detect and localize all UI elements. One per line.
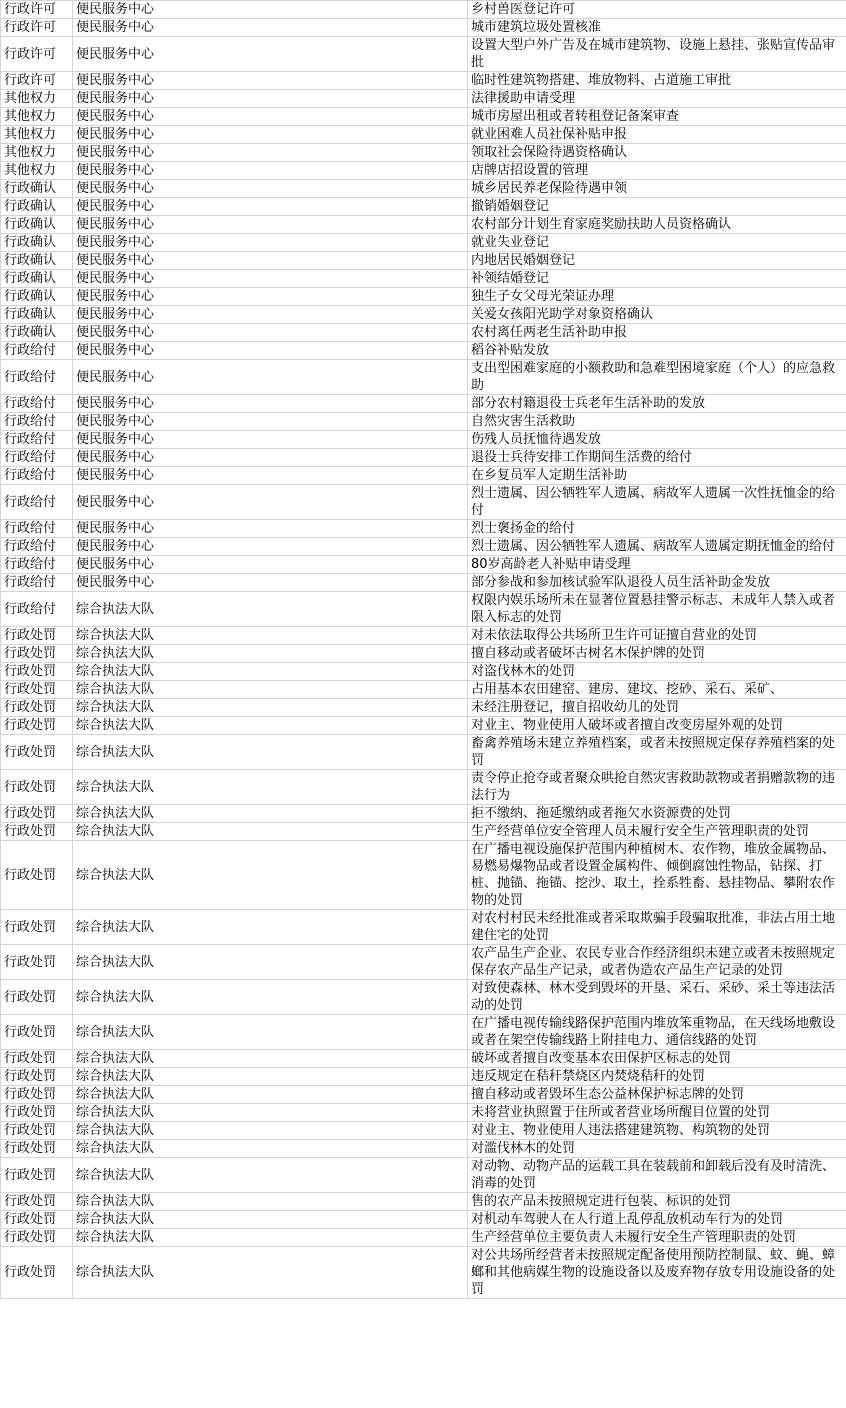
cell-type[interactable]: 行政处罚: [1, 1122, 73, 1140]
cell-item[interactable]: 临时性建筑物搭建、堆放物料、占道施工审批: [468, 72, 846, 90]
cell-type[interactable]: 行政处罚: [1, 663, 73, 681]
cell-item[interactable]: 拒不缴纳、拖延缴纳或者拖欠水资源费的处罚: [468, 805, 846, 823]
cell-department[interactable]: 便民服务中心: [73, 270, 468, 288]
cell-type[interactable]: 行政给付: [1, 342, 73, 360]
cell-item[interactable]: 就业失业登记: [468, 234, 846, 252]
cell-department[interactable]: 便民服务中心: [73, 126, 468, 144]
cell-item[interactable]: 擅自移动或者毁坏生态公益林保护标志牌的处罚: [468, 1086, 846, 1104]
cell-type[interactable]: 行政处罚: [1, 770, 73, 805]
cell-type[interactable]: 行政处罚: [1, 910, 73, 945]
cell-department[interactable]: 便民服务中心: [73, 162, 468, 180]
table-row: [1, 1068, 846, 1086]
cell-item[interactable]: 城市房屋出租或者转租登记备案审查: [468, 108, 846, 126]
cell-department[interactable]: 便民服务中心: [73, 234, 468, 252]
cell-item[interactable]: 对致使森林、林木受到毁坏的开垦、采石、采砂、采土等违法活动的处罚: [468, 980, 846, 1015]
table-row: [1, 592, 846, 627]
cell-item[interactable]: 畜禽养殖场未建立养殖档案，或者未按照规定保存养殖档案的处罚: [468, 735, 846, 770]
cell-type[interactable]: 行政给付: [1, 520, 73, 538]
cell-type[interactable]: 行政确认: [1, 234, 73, 252]
cell-type[interactable]: 行政确认: [1, 324, 73, 342]
cell-department[interactable]: 综合执法大队: [73, 823, 468, 841]
table-row: [1, 485, 846, 520]
table-row: [1, 467, 846, 485]
cell-department[interactable]: 便民服务中心: [73, 252, 468, 270]
cell-item[interactable]: 稻谷补贴发放: [468, 342, 846, 360]
cell-type[interactable]: 行政给付: [1, 556, 73, 574]
cell-department[interactable]: 便民服务中心: [73, 72, 468, 90]
cell-item[interactable]: 生产经营单位主要负责人未履行安全生产管理职责的处罚: [468, 1229, 846, 1247]
cell-type[interactable]: 其他权力: [1, 108, 73, 126]
cell-department[interactable]: 便民服务中心: [73, 306, 468, 324]
cell-item[interactable]: 违反规定在秸秆禁烧区内焚烧秸秆的处罚: [468, 1068, 846, 1086]
cell-type[interactable]: 行政处罚: [1, 1247, 73, 1299]
table-row: [1, 234, 846, 252]
table-body: [1, 1, 846, 1299]
cell-department[interactable]: 便民服务中心: [73, 19, 468, 37]
cell-item[interactable]: 烈士遗属、因公牺牲军人遗属、病故军人遗属定期抚恤金的给付: [468, 538, 846, 556]
cell-item[interactable]: 退役士兵待安排工作期间生活费的给付: [468, 449, 846, 467]
cell-item[interactable]: 自然灾害生活救助: [468, 413, 846, 431]
cell-type[interactable]: 行政给付: [1, 449, 73, 467]
table-row: [1, 342, 846, 360]
table-row: [1, 770, 846, 805]
cell-department[interactable]: 便民服务中心: [73, 431, 468, 449]
table-row: [1, 1140, 846, 1158]
cell-item[interactable]: 伤残人员抚恤待遇发放: [468, 431, 846, 449]
cell-item[interactable]: 未将营业执照置于住所或者营业场所醒目位置的处罚: [468, 1104, 846, 1122]
cell-type[interactable]: 行政给付: [1, 431, 73, 449]
cell-type[interactable]: 行政处罚: [1, 735, 73, 770]
cell-item[interactable]: 支出型困难家庭的小额救助和急难型困境家庭（个人）的应急救助: [468, 360, 846, 395]
table-row: [1, 1, 846, 19]
table-row: [1, 1086, 846, 1104]
table-row: [1, 520, 846, 538]
cell-type[interactable]: 行政确认: [1, 270, 73, 288]
cell-type[interactable]: 行政给付: [1, 485, 73, 520]
cell-department[interactable]: 便民服务中心: [73, 216, 468, 234]
cell-item[interactable]: 烈士遗属、因公牺牲军人遗属、病故军人遗属一次性抚恤金的给付: [468, 485, 846, 520]
table-row: [1, 431, 846, 449]
cell-department[interactable]: 综合执法大队: [73, 1140, 468, 1158]
cell-type[interactable]: 行政确认: [1, 180, 73, 198]
table-row: [1, 252, 846, 270]
cell-department[interactable]: 综合执法大队: [73, 1193, 468, 1211]
cell-type[interactable]: 行政处罚: [1, 699, 73, 717]
table-row: [1, 717, 846, 735]
cell-type[interactable]: 行政确认: [1, 252, 73, 270]
cell-item[interactable]: 内地居民婚姻登记: [468, 252, 846, 270]
cell-item[interactable]: 对未依法取得公共场所卫生许可证擅自营业的处罚: [468, 627, 846, 645]
cell-department[interactable]: 便民服务中心: [73, 324, 468, 342]
cell-department[interactable]: 便民服务中心: [73, 520, 468, 538]
cell-item[interactable]: 对业主、物业使用人破坏或者擅自改变房屋外观的处罚: [468, 717, 846, 735]
cell-item[interactable]: 对农村村民未经批准或者采取欺骗手段骗取批准，非法占用土地建住宅的处罚: [468, 910, 846, 945]
table-row: [1, 663, 846, 681]
cell-item[interactable]: 对业主、物业使用人违法搭建建筑物、构筑物的处罚: [468, 1122, 846, 1140]
cell-type[interactable]: 其他权力: [1, 162, 73, 180]
cell-department[interactable]: 便民服务中心: [73, 1, 468, 19]
table-row: [1, 1229, 846, 1247]
cell-item[interactable]: 对盗伐林木的处罚: [468, 663, 846, 681]
cell-item[interactable]: 农产品生产企业、农民专业合作经济组织未建立或者未按照规定保存农产品生产记录，或者伪造农产品生产记录的处罚: [468, 945, 846, 980]
table-row: [1, 1158, 846, 1193]
table-row: [1, 645, 846, 663]
table-row: [1, 805, 846, 823]
cell-department[interactable]: 综合执法大队: [73, 735, 468, 770]
cell-type[interactable]: 行政处罚: [1, 1050, 73, 1068]
table-row: [1, 413, 846, 431]
cell-type[interactable]: 行政给付: [1, 395, 73, 413]
cell-item[interactable]: 乡村兽医登记许可: [468, 1, 846, 19]
cell-item[interactable]: 在广播电视设施保护范围内种植树木、农作物，堆放金属物品、易燃易爆物品或者设置金属构件、倾倒腐蚀性物品，钻探、打桩、抛锚、拖锚、挖沙、取土，拴系牲畜、悬挂物品、攀附农作物的处罚: [468, 841, 846, 910]
cell-type[interactable]: 行政处罚: [1, 1140, 73, 1158]
table-row: [1, 395, 846, 413]
cell-item[interactable]: 独生子女父母光荣证办理: [468, 288, 846, 306]
cell-item[interactable]: 未经注册登记，擅自招收幼儿的处罚: [468, 699, 846, 717]
table-row: [1, 627, 846, 645]
cell-department[interactable]: 综合执法大队: [73, 717, 468, 735]
cell-type[interactable]: 行政给付: [1, 360, 73, 395]
cell-type[interactable]: 行政处罚: [1, 1158, 73, 1193]
cell-department[interactable]: 便民服务中心: [73, 449, 468, 467]
cell-department[interactable]: 综合执法大队: [73, 1229, 468, 1247]
cell-item[interactable]: 部分参战和参加核试验军队退役人员生活补助金发放: [468, 574, 846, 592]
cell-department[interactable]: 综合执法大队: [73, 1158, 468, 1193]
cell-item[interactable]: 城乡居民养老保险待遇申领: [468, 180, 846, 198]
cell-item[interactable]: 城市建筑垃圾处置核准: [468, 19, 846, 37]
cell-type[interactable]: 行政给付: [1, 538, 73, 556]
table-row: [1, 1015, 846, 1050]
cell-department[interactable]: 综合执法大队: [73, 1104, 468, 1122]
table-row: [1, 574, 846, 592]
table-row: [1, 735, 846, 770]
cell-type[interactable]: 行政处罚: [1, 1104, 73, 1122]
cell-department[interactable]: 便民服务中心: [73, 144, 468, 162]
cell-item[interactable]: 关爱女孩阳光助学对象资格确认: [468, 306, 846, 324]
cell-department[interactable]: 便民服务中心: [73, 288, 468, 306]
cell-item[interactable]: 生产经营单位安全管理人员未履行安全生产管理职责的处罚: [468, 823, 846, 841]
cell-item[interactable]: 领取社会保险待遇资格确认: [468, 144, 846, 162]
table-row: [1, 1247, 846, 1299]
table-row: [1, 1104, 846, 1122]
cell-type[interactable]: 行政处罚: [1, 980, 73, 1015]
table-row: [1, 699, 846, 717]
cell-department[interactable]: 综合执法大队: [73, 910, 468, 945]
cell-item[interactable]: 权限内娱乐场所未在显著位置悬挂警示标志、未成年人禁入或者限入标志的处罚: [468, 592, 846, 627]
cell-item[interactable]: 80岁高龄老人补贴申请受理: [468, 556, 846, 574]
cell-department[interactable]: 便民服务中心: [73, 467, 468, 485]
cell-item[interactable]: 店牌店招设置的管理: [468, 162, 846, 180]
cell-type[interactable]: 行政确认: [1, 198, 73, 216]
cell-type[interactable]: 行政许可: [1, 1, 73, 19]
table-row: [1, 19, 846, 37]
cell-type[interactable]: 行政处罚: [1, 841, 73, 910]
cell-type[interactable]: 行政给付: [1, 467, 73, 485]
cell-type[interactable]: 行政处罚: [1, 1068, 73, 1086]
cell-item[interactable]: 责令停止抢夺或者聚众哄抢自然灾害救助款物或者捐赠款物的违法行为: [468, 770, 846, 805]
cell-type[interactable]: 行政处罚: [1, 1015, 73, 1050]
cell-department[interactable]: 综合执法大队: [73, 805, 468, 823]
cell-department[interactable]: 便民服务中心: [73, 538, 468, 556]
cell-type[interactable]: 行政处罚: [1, 805, 73, 823]
cell-type[interactable]: 其他权力: [1, 144, 73, 162]
cell-department[interactable]: 便民服务中心: [73, 37, 468, 72]
table-row: [1, 945, 846, 980]
cell-item[interactable]: 设置大型户外广告及在城市建筑物、设施上悬挂、张贴宣传品审批: [468, 37, 846, 72]
table-row: [1, 1211, 846, 1229]
cell-type[interactable]: 行政给付: [1, 574, 73, 592]
cell-type[interactable]: 其他权力: [1, 90, 73, 108]
cell-item[interactable]: 烈士褒扬金的给付: [468, 520, 846, 538]
cell-type[interactable]: 行政处罚: [1, 645, 73, 663]
cell-department[interactable]: 便民服务中心: [73, 108, 468, 126]
cell-department[interactable]: 便民服务中心: [73, 180, 468, 198]
cell-type[interactable]: 行政处罚: [1, 1086, 73, 1104]
cell-department[interactable]: 便民服务中心: [73, 485, 468, 520]
cell-type[interactable]: 行政确认: [1, 288, 73, 306]
cell-department[interactable]: 便民服务中心: [73, 198, 468, 216]
cell-department[interactable]: 便民服务中心: [73, 556, 468, 574]
table-row: [1, 180, 846, 198]
cell-department[interactable]: 综合执法大队: [73, 1068, 468, 1086]
cell-department[interactable]: 综合执法大队: [73, 841, 468, 910]
cell-department[interactable]: 便民服务中心: [73, 574, 468, 592]
table-row: [1, 1050, 846, 1068]
cell-item[interactable]: 擅自移动或者破坏古树名木保护牌的处罚: [468, 645, 846, 663]
cell-item[interactable]: 农村离任两老生活补助申报: [468, 324, 846, 342]
cell-department[interactable]: 便民服务中心: [73, 342, 468, 360]
cell-department[interactable]: 综合执法大队: [73, 1050, 468, 1068]
table-row: [1, 823, 846, 841]
cell-department[interactable]: 便民服务中心: [73, 90, 468, 108]
table-row: [1, 1193, 846, 1211]
cell-department[interactable]: 综合执法大队: [73, 1015, 468, 1050]
cell-type[interactable]: 行政处罚: [1, 627, 73, 645]
cell-department[interactable]: 综合执法大队: [73, 1211, 468, 1229]
cell-type[interactable]: 行政处罚: [1, 717, 73, 735]
cell-item[interactable]: 对动物、动物产品的运载工具在装载前和卸载后没有及时清洗、消毒的处罚: [468, 1158, 846, 1193]
cell-department[interactable]: 综合执法大队: [73, 1122, 468, 1140]
table-row: [1, 980, 846, 1015]
cell-department[interactable]: 综合执法大队: [73, 1086, 468, 1104]
table-row: [1, 538, 846, 556]
cell-item[interactable]: 占用基本农田建窑、建房、建坟、挖砂、采石、采矿、: [468, 681, 846, 699]
cell-type[interactable]: 行政给付: [1, 592, 73, 627]
cell-department[interactable]: 综合执法大队: [73, 699, 468, 717]
cell-item[interactable]: 在广播电视传输线路保护范围内堆放笨重物品，在天线场地敷设或者在架空传输线路上附挂电力、通信线路的处罚: [468, 1015, 846, 1050]
cell-department[interactable]: 综合执法大队: [73, 945, 468, 980]
table-row: [1, 306, 846, 324]
cell-item[interactable]: 破坏或者擅自改变基本农田保护区标志的处罚: [468, 1050, 846, 1068]
cell-department[interactable]: 综合执法大队: [73, 663, 468, 681]
cell-department[interactable]: 综合执法大队: [73, 980, 468, 1015]
table-row: [1, 216, 846, 234]
table-row: [1, 1122, 846, 1140]
table-row: [1, 108, 846, 126]
cell-department[interactable]: 综合执法大队: [73, 592, 468, 627]
cell-item[interactable]: 部分农村籍退役士兵老年生活补助的发放: [468, 395, 846, 413]
cell-item[interactable]: 售的农产品未按照规定进行包装、标识的处罚: [468, 1193, 846, 1211]
cell-item[interactable]: 农村部分计划生育家庭奖励扶助人员资格确认: [468, 216, 846, 234]
cell-item[interactable]: 补领结婚登记: [468, 270, 846, 288]
cell-department[interactable]: 便民服务中心: [73, 413, 468, 431]
cell-item[interactable]: 法律援助申请受理: [468, 90, 846, 108]
table-row: [1, 449, 846, 467]
cell-department[interactable]: 综合执法大队: [73, 770, 468, 805]
cell-item[interactable]: 对机动车驾驶人在人行道上乱停乱放机动车行为的处罚: [468, 1211, 846, 1229]
cell-department[interactable]: 综合执法大队: [73, 627, 468, 645]
cell-department[interactable]: 综合执法大队: [73, 681, 468, 699]
table-row: [1, 198, 846, 216]
cell-type[interactable]: 行政给付: [1, 413, 73, 431]
cell-department[interactable]: 综合执法大队: [73, 645, 468, 663]
cell-type[interactable]: 行政处罚: [1, 1229, 73, 1247]
table-row: [1, 270, 846, 288]
table-row: [1, 324, 846, 342]
cell-type[interactable]: 行政处罚: [1, 681, 73, 699]
table-row: [1, 288, 846, 306]
table-row: [1, 556, 846, 574]
cell-type[interactable]: 行政许可: [1, 19, 73, 37]
cell-type[interactable]: 行政处罚: [1, 823, 73, 841]
cell-item[interactable]: 就业困难人员社保补贴申报: [468, 126, 846, 144]
cell-item[interactable]: 对滥伐林木的处罚: [468, 1140, 846, 1158]
cell-type[interactable]: 行政处罚: [1, 1211, 73, 1229]
table-row: [1, 126, 846, 144]
table-row: [1, 72, 846, 90]
table-row: [1, 360, 846, 395]
cell-type[interactable]: 行政许可: [1, 72, 73, 90]
cell-department[interactable]: 便民服务中心: [73, 395, 468, 413]
cell-type[interactable]: 行政确认: [1, 216, 73, 234]
table-row: [1, 144, 846, 162]
cell-type[interactable]: 其他权力: [1, 126, 73, 144]
table-row: [1, 681, 846, 699]
cell-item[interactable]: 在乡复员军人定期生活补助: [468, 467, 846, 485]
cell-department[interactable]: 综合执法大队: [73, 1247, 468, 1299]
cell-type[interactable]: 行政确认: [1, 306, 73, 324]
table-row: [1, 841, 846, 910]
cell-type[interactable]: 行政许可: [1, 37, 73, 72]
table-row: [1, 910, 846, 945]
cell-type[interactable]: 行政处罚: [1, 945, 73, 980]
cell-item[interactable]: 撤销婚姻登记: [468, 198, 846, 216]
table-row: [1, 90, 846, 108]
cell-department[interactable]: 便民服务中心: [73, 360, 468, 395]
table-row: [1, 37, 846, 72]
cell-item[interactable]: 对公共场所经营者未按照规定配备使用预防控制鼠、蚊、蝇、蟑螂和其他病媒生物的设施设备以及废弃物存放专用设施设备的处罚: [468, 1247, 846, 1299]
table-row: [1, 162, 846, 180]
cell-type[interactable]: 行政处罚: [1, 1193, 73, 1211]
